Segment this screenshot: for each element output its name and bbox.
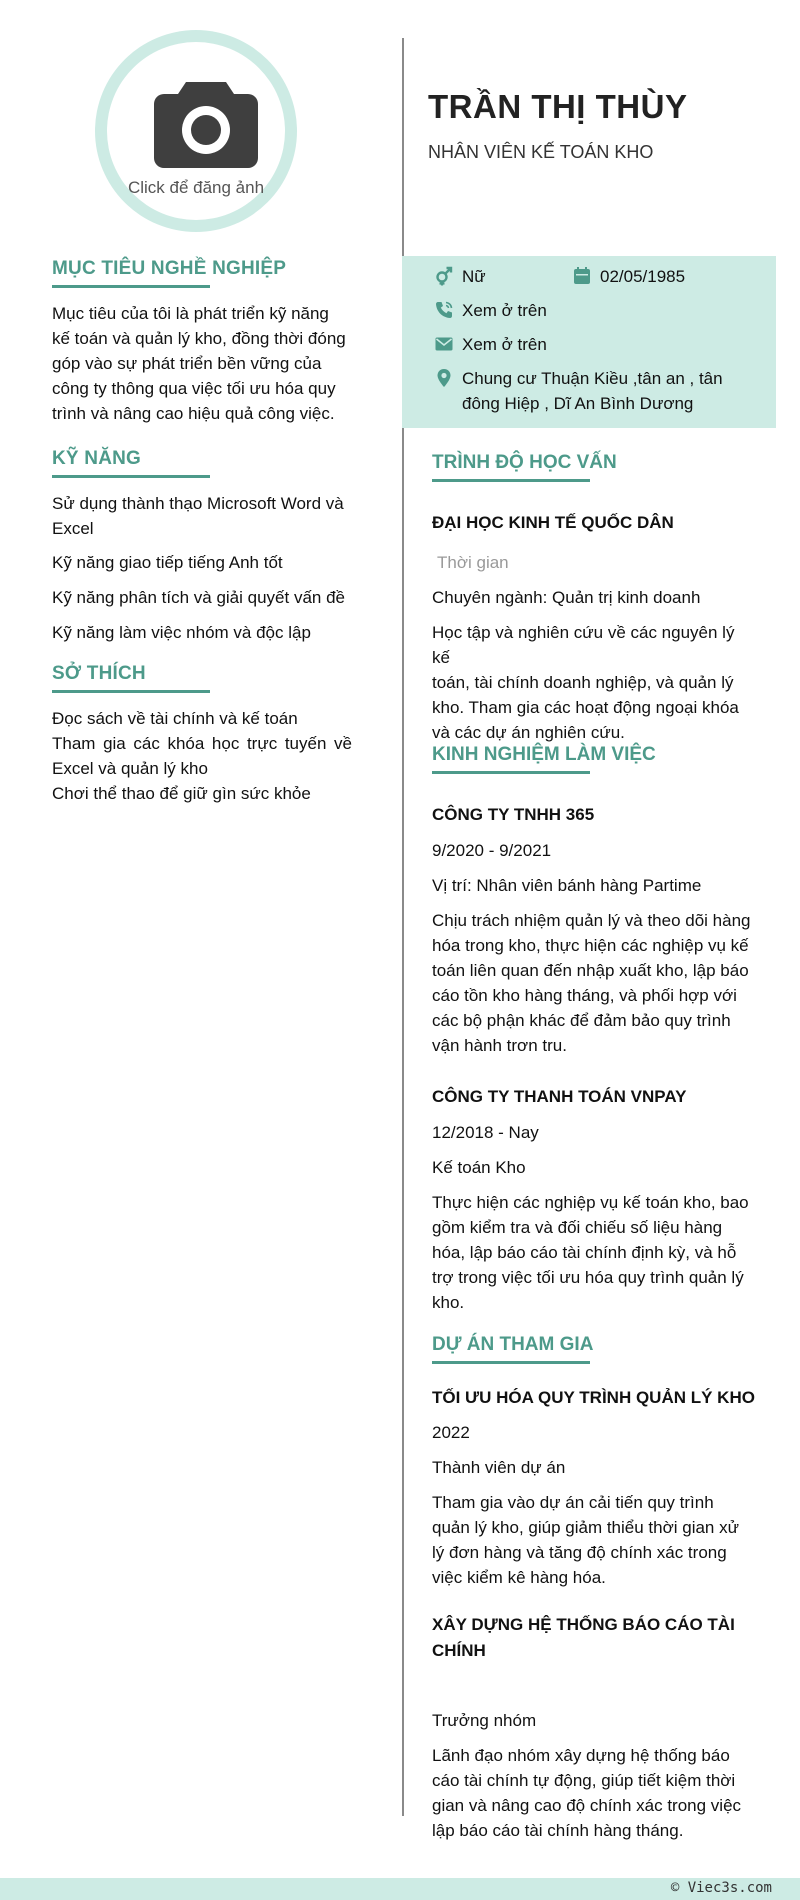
education-title: TRÌNH ĐỘ HỌC VẤN: [432, 452, 617, 473]
gender-value: Nữ: [462, 267, 486, 286]
objective-underline: [52, 285, 210, 288]
project-name: TỐI ƯU HÓA QUY TRÌNH QUẢN LÝ KHO: [432, 1388, 755, 1407]
project-role: Trưởng nhóm: [432, 1711, 537, 1730]
job-period: 9/2020 - 9/2021: [432, 841, 552, 860]
project-year: 2022: [432, 1423, 470, 1442]
phone-icon: [434, 300, 454, 320]
job-position: Vị trí: Nhân viên bánh hàng Partime: [432, 876, 702, 895]
skill-item: Sử dụng thành thạo Microsoft Word và Excel: [52, 494, 344, 538]
phone-value: Xem ở trên: [462, 301, 547, 320]
hobby-item: Chơi thể thao để giữ gìn sức khỏe: [52, 784, 311, 803]
footer-copyright: © Viec3s.com: [670, 1880, 772, 1896]
job-description: Chịu trách nhiệm quản lý và theo dõi hàng hóa trong kho, thực hiện các nghiệp vụ kế toán liên quan đến nhập xuất kho, lập báo cáo tồn kho hàng tháng, và phối hợp với các bộ phận khác để đảm bảo quy trình vận hành trơn tru.: [432, 911, 751, 1055]
job-period: 12/2018 - Nay: [432, 1123, 539, 1142]
skill-item: Kỹ năng giao tiếp tiếng Anh tốt: [52, 553, 283, 572]
address-value: Chung cư Thuận Kiều ,tân an , tân đông Hiệp , Dĩ An Bình Dương: [462, 369, 723, 413]
avatar-upload[interactable]: [95, 30, 297, 232]
projects-underline: [432, 1361, 590, 1364]
job-company: CÔNG TY THANH TOÁN VNPAY: [432, 1087, 687, 1106]
hobby-item: Đọc sách về tài chính và kế toán: [52, 709, 298, 728]
project-role: Thành viên dự án: [432, 1458, 566, 1477]
location-icon: [434, 368, 454, 388]
contact-panel: [402, 256, 776, 428]
experience-title: KINH NGHIỆM LÀM VIỆC: [432, 744, 656, 765]
objective-text: Mục tiêu của tôi là phát triển kỹ năng kế toán và quản lý kho, đồng thời đóng góp vào sự phát triển bền vững của công ty thông qua việc tối ưu hóa quy trình và nâng cao hiệu quả công việc.: [52, 304, 346, 423]
calendar-icon: [572, 266, 592, 286]
skill-item: Kỹ năng phân tích và giải quyết vấn đề: [52, 588, 345, 607]
project-description: Lãnh đạo nhóm xây dựng hệ thống báo cáo tài chính tự động, giúp tiết kiệm thời gian và nâng cao độ chính xác trong việc lập báo cáo tài chính hàng tháng.: [432, 1746, 742, 1840]
candidate-name: TRẦN THỊ THÙY: [428, 88, 688, 125]
footer-bar: [0, 1878, 800, 1900]
skills-title: KỸ NĂNG: [52, 448, 142, 469]
education-major: Chuyên ngành: Quản trị kinh doanh: [432, 588, 701, 607]
camera-icon: [152, 78, 260, 170]
education-school: ĐẠI HỌC KINH TẾ QUỐC DÂN: [432, 513, 674, 532]
hobbies-underline: [52, 690, 210, 693]
education-time: Thời gian: [437, 553, 509, 572]
skills-underline: [52, 475, 210, 478]
gender-icon: [434, 266, 454, 286]
job-description: Thực hiện các nghiệp vụ kế toán kho, bao gồm kiểm tra và đối chiếu số liệu hàng hóa, lập báo cáo tài chính định kỳ, và hỗ trợ trong việc tối ưu hóa quy trình quản lý kho.: [432, 1193, 749, 1312]
project-name: XÂY DỰNG HỆ THỐNG BÁO CÁO TÀI CHÍNH: [432, 1615, 735, 1660]
objective-title: MỤC TIÊU NGHỀ NGHIỆP: [52, 258, 287, 279]
email-value: Xem ở trên: [462, 335, 547, 354]
avatar-upload-label: Click để đăng ảnh: [127, 178, 265, 197]
skill-item: Kỹ năng làm việc nhóm và độc lập: [52, 623, 311, 642]
hobbies-title: SỞ THÍCH: [52, 663, 146, 684]
email-icon: [434, 334, 454, 354]
education-underline: [432, 479, 590, 482]
experience-underline: [432, 771, 590, 774]
hobby-item: Tham gia các khóa học trực tuyến về Excel và quản lý kho: [52, 734, 352, 778]
job-position: Kế toán Kho: [432, 1158, 526, 1177]
projects-title: DỰ ÁN THAM GIA: [432, 1334, 594, 1355]
education-description: Học tập và nghiên cứu về các nguyên lý kế toán, tài chính doanh nghiệp, và quản lý kho. Tham gia các hoạt động ngoại khóa và các dự án nghiên cứu.: [432, 623, 739, 742]
birthday-value: 02/05/1985: [600, 267, 686, 286]
job-company: CÔNG TY TNHH 365: [432, 805, 595, 824]
project-description: Tham gia vào dự án cải tiến quy trình quản lý kho, giúp giảm thiểu thời gian xử lý đơn hàng và tăng độ chính xác trong việc kiểm kê hàng hóa.: [432, 1493, 739, 1587]
job-title: NHÂN VIÊN KẾ TOÁN KHO: [428, 142, 654, 162]
